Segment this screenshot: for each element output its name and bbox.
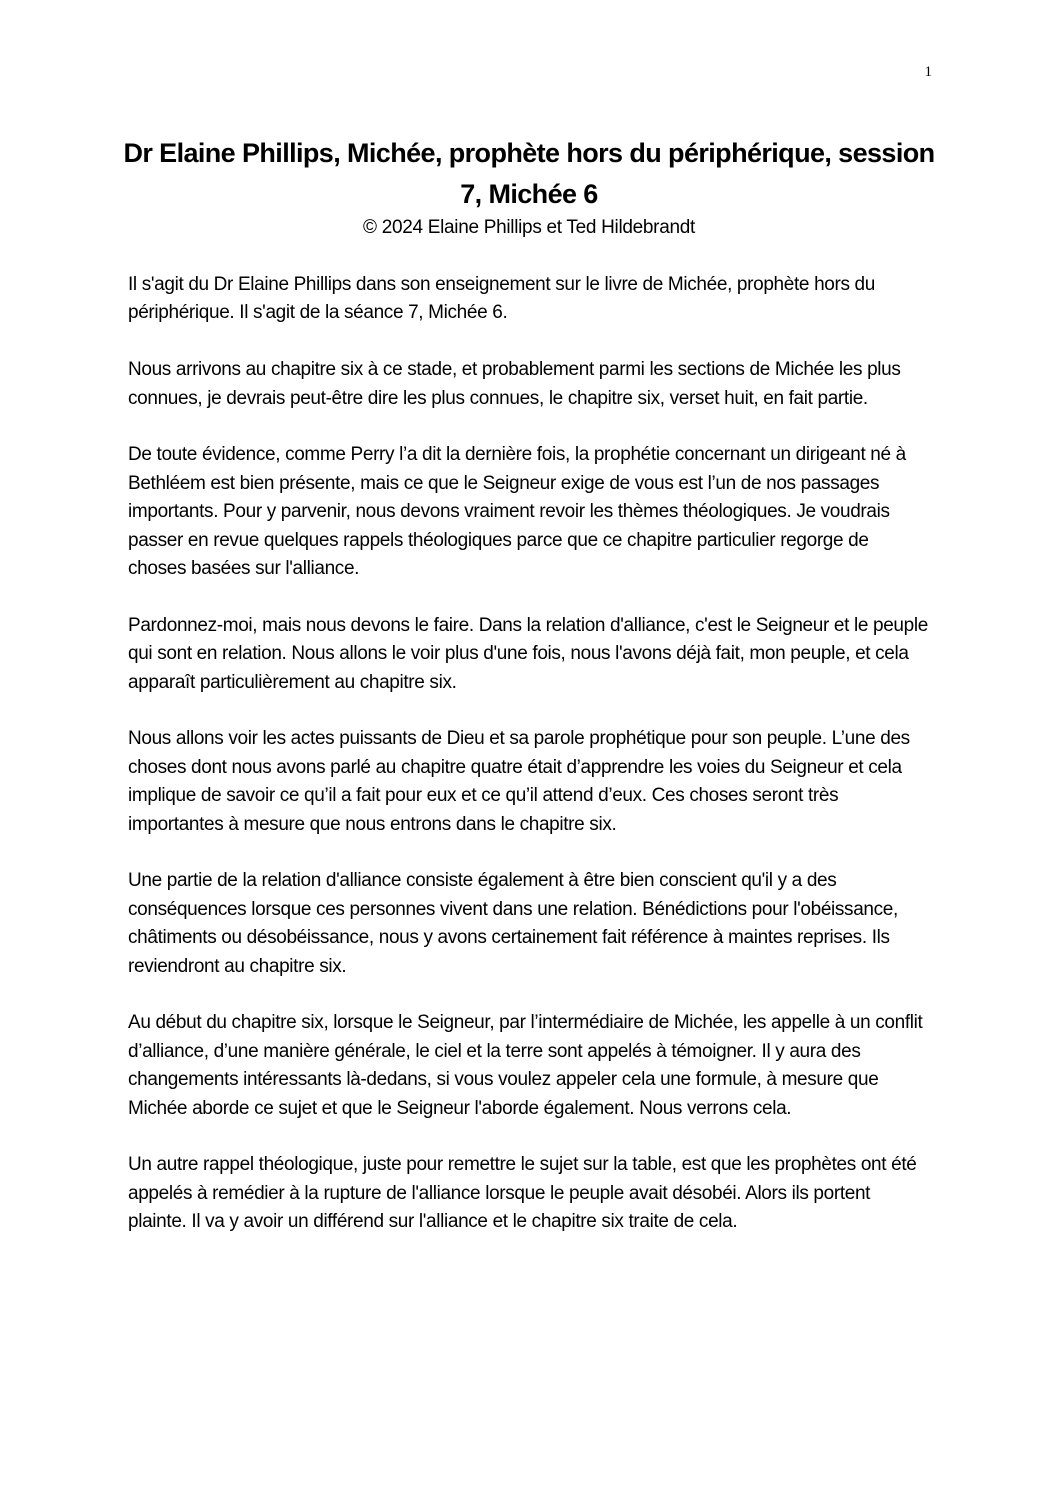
page-number: 1 xyxy=(924,64,932,80)
document-title: Dr Elaine Phillips, Michée, prophète hors du périphérique, session 7, Michée 6 xyxy=(123,138,935,209)
paragraph: Un autre rappel théologique, juste pour remettre le sujet sur la table, est que les prophètes ont été appelés à remédier à la rupture de l'alliance lorsque le peuple avait désobéi. Alors ils portent plainte. Il va y avoir un différend sur l'alliance et le chapitre six traite de cela. xyxy=(128,1154,917,1233)
paragraph: De toute évidence, comme Perry l’a dit la dernière fois, la prophétie concernant un dirigeant né à Bethléem est bien présente, mais ce que le Seigneur exige de vous est l’un de nos passages importants. Pour y parvenir, nous devons vraiment revoir les thèmes théologiques. Je voudrais passer en revue quelques rappels théologiques parce que ce chapitre particulier regorge de choses basées sur l'alliance. xyxy=(128,444,906,580)
paragraph: Nous allons voir les actes puissants de Dieu et sa parole prophétique pour son peuple. L’une des choses dont nous avons parlé au chapitre quatre était d’apprendre les voies du Seigneur et cela implique de savoir ce qu’il a fait pour eux et ce qu’il attend d’eux. Ces choses seront très importantes à mesure que nous entrons dans le chapitre six. xyxy=(128,728,910,835)
paragraph: Il s'agit du Dr Elaine Phillips dans son enseignement sur le livre de Michée, prophète hors du périphérique. Il s'agit de la séance 7, Michée 6. xyxy=(128,274,875,324)
paragraph: Pardonnez-moi, mais nous devons le faire. Dans la relation d'alliance, c'est le Seigneur et le peuple qui sont en relation. Nous allons le voir plus d'une fois, nous l'avons déjà fait, mon peuple, et cela apparaît particulièrement au chapitre six. xyxy=(128,614,928,693)
copyright-line: © 2024 Elaine Phillips et Ted Hildebrandt xyxy=(363,217,695,238)
paragraph: Nous arrivons au chapitre six à ce stade, et probablement parmi les sections de Michée les plus connues, je devrais peut-être dire les plus connues, le chapitre six, verset huit, en fait partie. xyxy=(128,359,901,409)
document-body xyxy=(128,271,928,1265)
document-header xyxy=(120,133,938,240)
paragraph: Une partie de la relation d'alliance consiste également à être bien conscient qu'il y a des conséquences lorsque ces personnes vivent dans une relation. Bénédictions pour l'obéissance, châtiments ou désobéissance, nous y avons certainement fait référence à maintes reprises. Ils reviendront au chapitre six. xyxy=(128,870,898,977)
paragraph: Au début du chapitre six, lorsque le Seigneur, par l’intermédiaire de Michée, les appelle à un conflit d’alliance, d’une manière générale, le ciel et la terre sont appelés à témoigner. Il y aura des changements intéressants là-dedans, si vous voulez appeler cela une formule, à mesure que Michée aborde ce sujet et que le Seigneur l'aborde également. Nous verrons cela. xyxy=(128,1012,923,1119)
